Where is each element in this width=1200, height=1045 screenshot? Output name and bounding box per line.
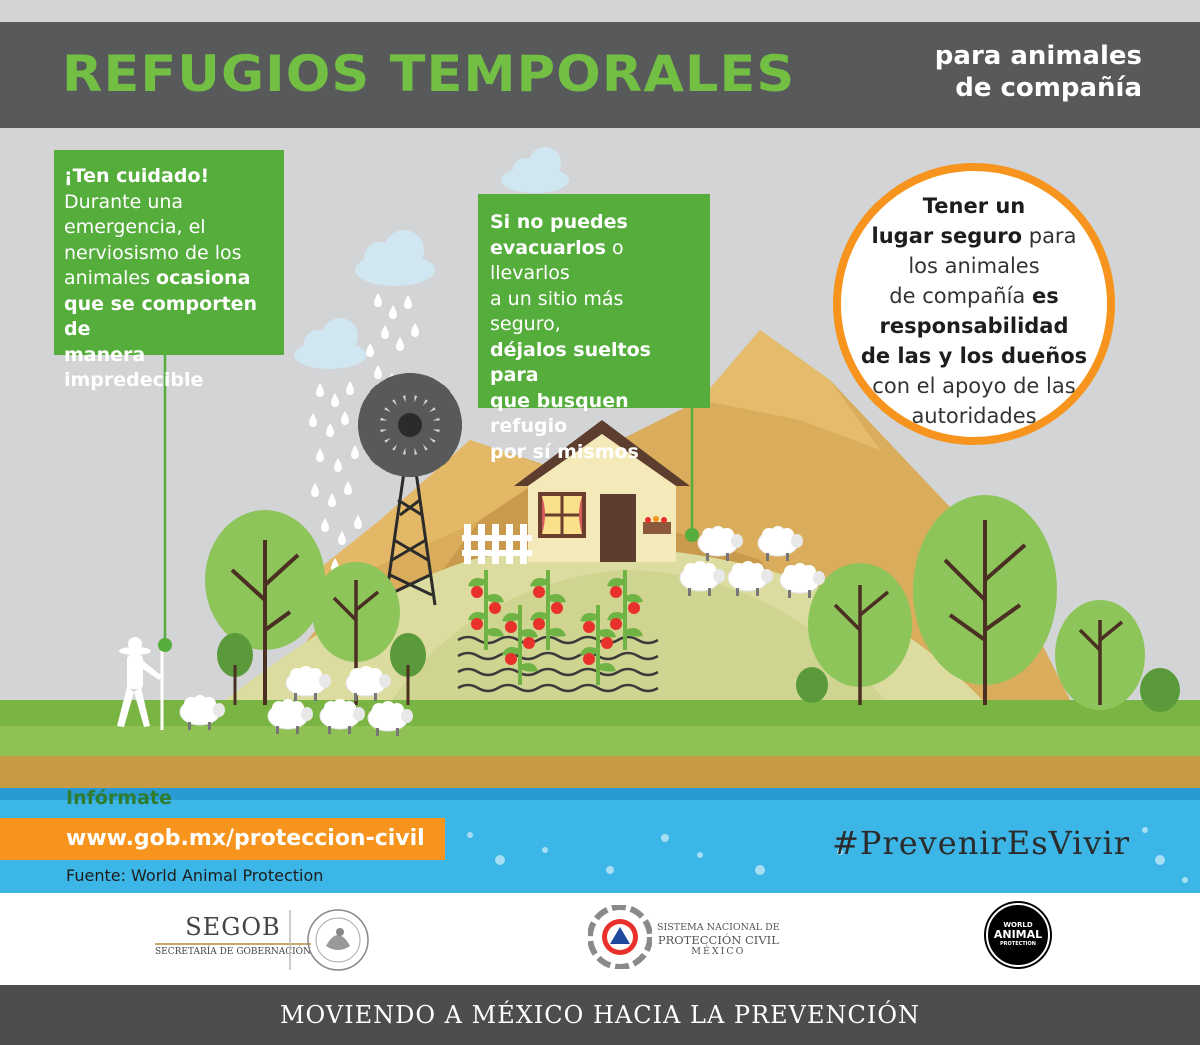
proteccion-civil-logo-icon — [588, 905, 652, 969]
proteccion-civil-logo-text — [657, 922, 780, 958]
warning-callout — [54, 150, 284, 391]
pc-line-3: MÉXICO — [691, 946, 746, 957]
circle-line-3: los animales — [908, 254, 1040, 278]
pc-line-1: SISTEMA NACIONAL DE — [657, 922, 780, 933]
circle-line-6: de las y los dueños — [860, 344, 1088, 368]
info-label: Infórmate — [66, 787, 172, 809]
circle-line-8: autoridades — [911, 404, 1037, 428]
page-title: REFUGIOS TEMPORALES — [62, 45, 796, 103]
warning-text: animales — [64, 267, 157, 289]
responsibility-circle — [833, 163, 1115, 445]
warning-line-2: Durante una — [64, 190, 184, 213]
advice-callout — [478, 194, 710, 463]
page-subtitle — [935, 40, 1142, 104]
advice-line-6: por sí mismos — [490, 440, 639, 463]
wap-line-2: ANIMAL — [993, 928, 1043, 941]
circle-line-1: Tener un — [922, 194, 1026, 218]
world-animal-protection-logo — [986, 903, 1050, 967]
circle-line-2 — [841, 221, 1107, 251]
advice-text: o llevarlos — [490, 236, 624, 284]
warning-emphasis: ocasiona — [156, 267, 251, 289]
warning-line-7: manera impredecible — [64, 343, 204, 391]
circle-line-7: con el apoyo de las — [872, 374, 1076, 398]
subtitle-line-2: de compañía — [955, 73, 1142, 103]
advice-line-4: déjalos sueltos para — [490, 338, 651, 386]
warning-line-5 — [64, 266, 274, 292]
warning-line-3: emergencia, el — [64, 216, 206, 238]
segob-logo-subtext: SECRETARÍA DE GOBERNACIÓN — [155, 947, 311, 957]
advice-line-1: Si no puedes — [490, 211, 628, 233]
subtitle-line-1: para animales — [934, 41, 1142, 71]
circle-emphasis-2: es — [1031, 284, 1059, 308]
website-link[interactable]: www.gob.mx/proteccion-civil — [66, 826, 425, 851]
wap-line-1: WORLD — [1003, 921, 1033, 929]
circle-line-5: responsabilidad — [879, 314, 1069, 338]
hashtag: #PrevenirEsVivir — [832, 824, 1130, 862]
advice-emphasis: evacuarlos — [490, 236, 606, 259]
warning-line-4: nerviosismo de los — [64, 241, 242, 264]
warning-heading: ¡Ten cuidado! — [64, 165, 210, 187]
circle-text-1: para — [1022, 224, 1077, 248]
advice-line-5: que busquen refugio — [490, 389, 629, 437]
advice-line-3: a un sitio más seguro, — [490, 287, 624, 335]
circle-line-4 — [841, 281, 1107, 311]
wap-line-3: PROTECTION — [1000, 941, 1036, 947]
footer-slogan: MOVIENDO A MÉXICO HACIA LA PREVENCIÓN — [0, 985, 1200, 1045]
mexico-seal-icon — [288, 906, 378, 974]
circle-emphasis-1: lugar seguro — [871, 224, 1023, 248]
warning-line-6: que se comporten de — [64, 292, 258, 340]
segob-logo-text: SEGOB — [185, 913, 281, 941]
advice-line-2 — [490, 236, 700, 287]
circle-text-2: de compañía — [889, 284, 1032, 308]
pc-line-2: PROTECCIÓN CIVIL — [657, 933, 779, 947]
source-credit: Fuente: World Animal Protection — [66, 866, 324, 885]
